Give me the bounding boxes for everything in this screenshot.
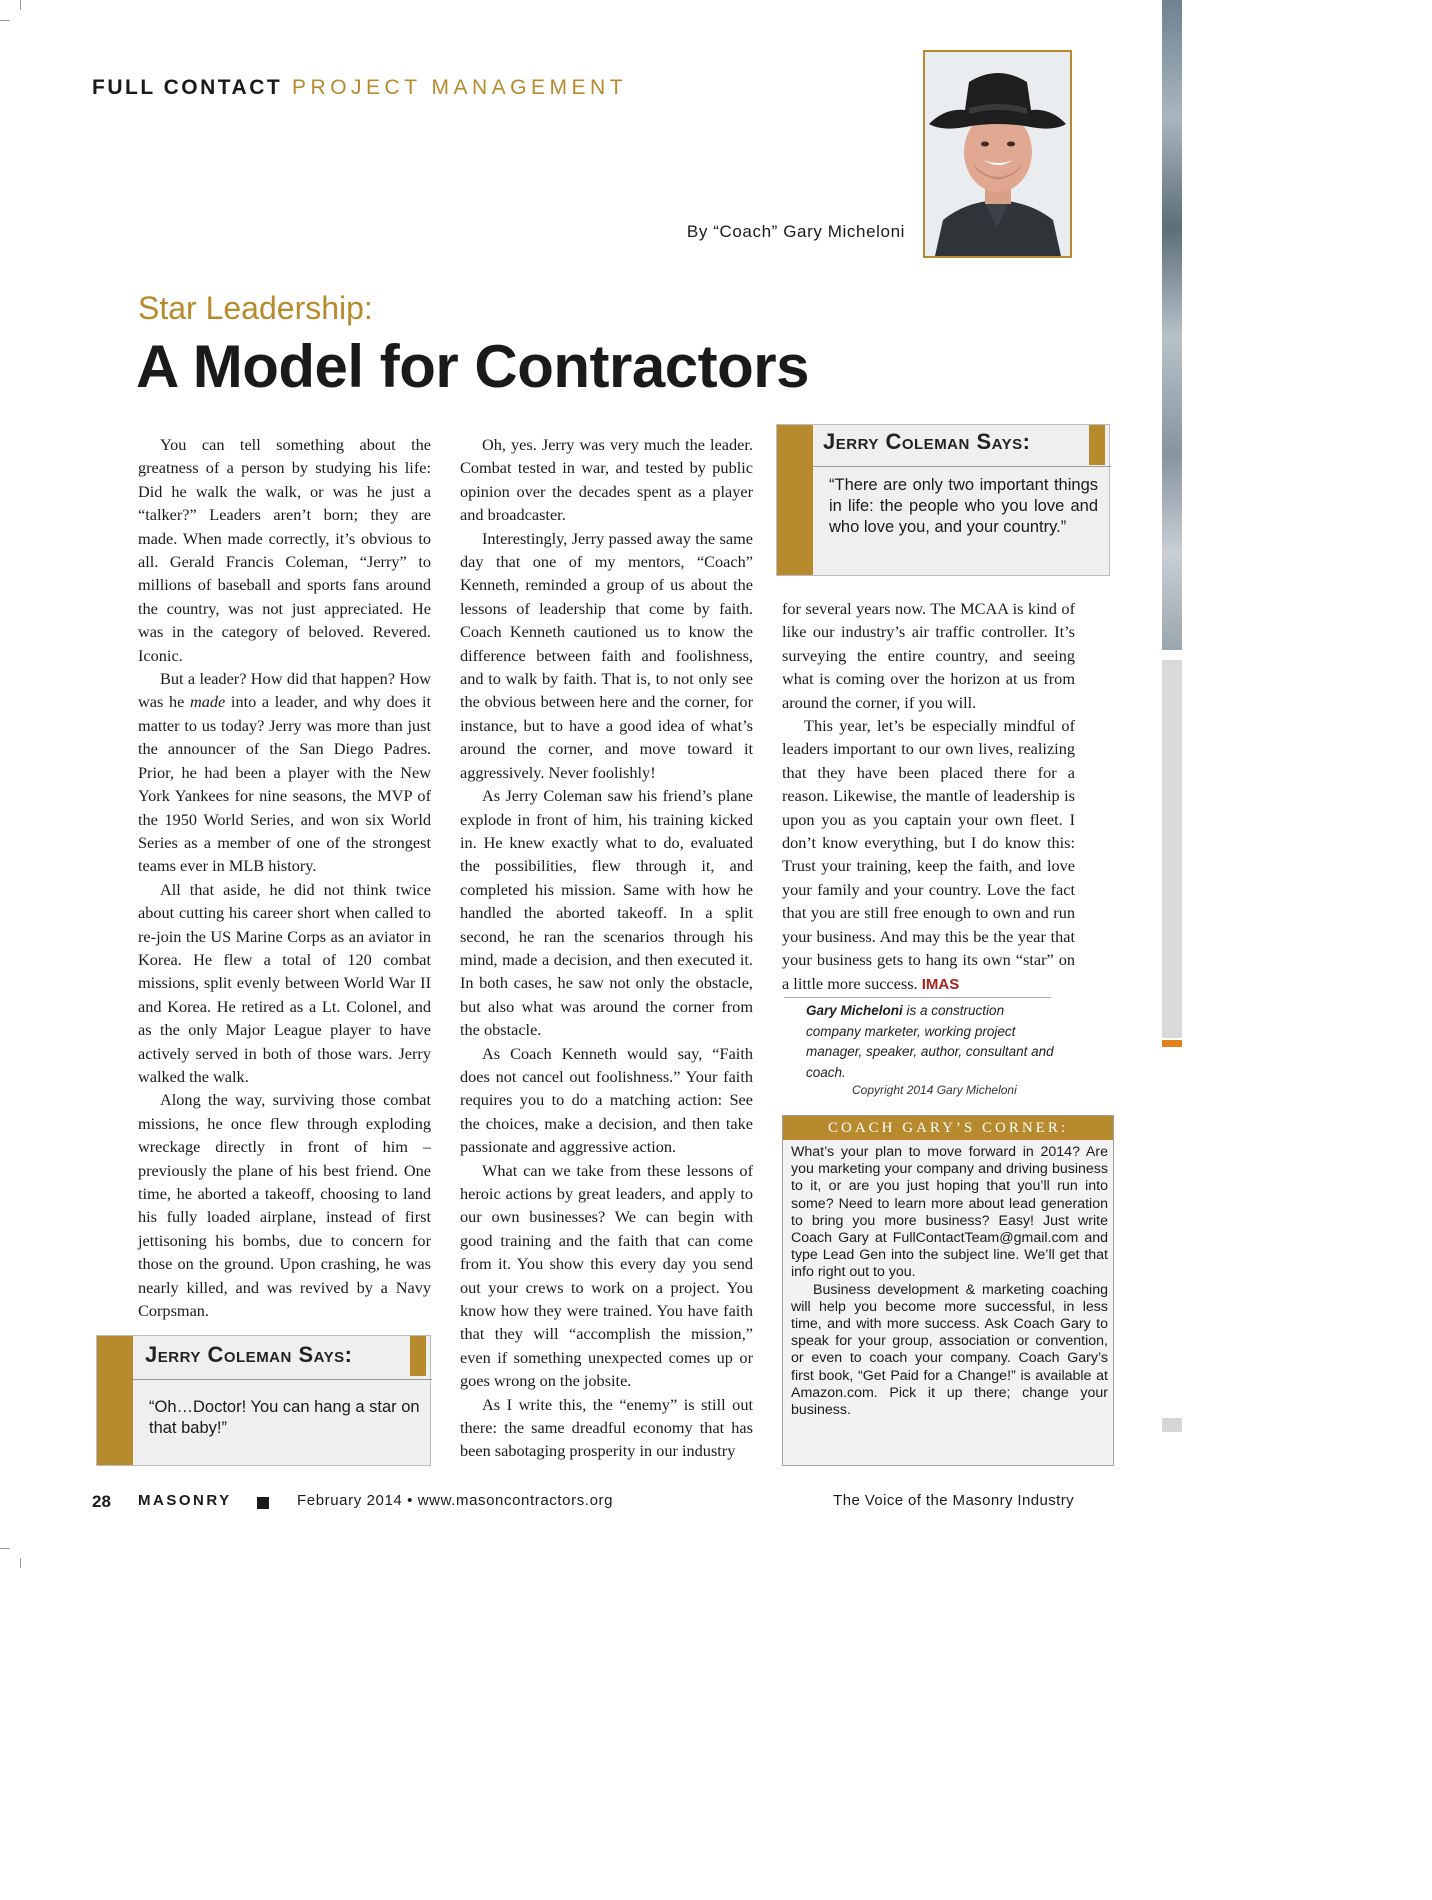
bio-name: Gary Micheloni — [806, 1003, 903, 1018]
article-paragraph: As I write this, the “enemy” is still out there: the same dreadful economy that has been sabotaging prosperity in our industry — [460, 1394, 753, 1461]
corner-paragraph: What’s your plan to move forward in 2014? Are you marketing your company and driving business to it, or are you just hoping that you’ll run into some? Need to learn more about lead generation to bring you more business? Easy! Just write Coach Gary at FullContactTeam@gmail.com and type Lead Gen into the subject line. We’ll get that info right out to you. — [791, 1144, 1108, 1281]
article-paragraph: This year, let’s be especially mindful of leaders important to our own lives, realizing that they have been placed there for a reason. Likewise, the mantle of leadership is upon you as you captain your own fleet. I don’t know everything, but I do know this: Trust your training, keep the faith, and love your family and your country. Love the fact that you are still free enough to own and run your business. And may this be the year that your business gets to hang its own “star” on a little more success. IMAS — [782, 716, 1075, 993]
article-column-2 — [460, 433, 753, 1463]
article-column-3 — [782, 597, 1075, 996]
article-paragraph: All that aside, he did not think twice about cutting his career short when called to re-join the US Marine Corps as an aviator in Korea. He flew a total of 120 combat missions, split evenly between World War II and Korea. He retired as a Lt. Colonel, and as the only Major League player to have actively served in both of those wars. Jerry walked the walk. — [138, 879, 431, 1086]
article-paragraph: As Coach Kenneth would say, “Faith does not cancel out foolishness.” Your faith requires you to do a matching action: See the choices, make a decision, and then take passionate and aggressive action. — [460, 1043, 753, 1157]
quote-title: Jerry Coleman Says: — [823, 429, 1031, 454]
quote-divider — [133, 1379, 432, 1380]
article-subtitle: Star Leadership: — [138, 290, 373, 326]
article-column-1 — [138, 433, 431, 1322]
article-paragraph: Interestingly, Jerry passed away the same day that one of my mentors, “Coach” Kenneth, reminded a group of us about the lessons of leadership that come by faith. Coach Kenneth cautioned us to know the difference between faith and foolishness, and to walk by faith. That is, to not only see the obvious between here and the corner, for instance, but to have a good idea of what’s around the corner, and move toward it aggressively. Never foolishly! — [460, 528, 753, 782]
crop-mark — [0, 20, 10, 21]
page-edge-photo-strip — [1162, 0, 1182, 650]
article-paragraph: What can we take from these lessons of heroic actions by great leaders, and apply to our own businesses? We can begin with good training and the faith that can come from it. You show this every day you send out your crews to work on a project. You know how they were trained. You have faith that they will “accomplish the mission,” even if something unexpected comes up or goes wrong on the jobsite. — [460, 1160, 753, 1391]
article-paragraph: for several years now. The MCAA is kind of like our industry’s air traffic controller. It’s surveying the entire country, and seeing what is coming over the horizon at us from around the corner, if you will. — [782, 599, 1075, 712]
article-paragraph: As Jerry Coleman saw his friend’s plane explode in front of him, his training kicked in. He knew exactly what to do, evaluated the possibilities, flew through it, and completed his mission. Same with how he handled the aborted takeoff. In a split second, he ran the scenarios through his mind, made a decision, and then executed it. In both cases, he saw not only the obstacle, but also what was around the corner from the obstacle. — [460, 786, 753, 1040]
pull-quote-box — [776, 424, 1110, 576]
quote-text: “There are only two important things in life: the people who you love and who love you, and your country.” — [829, 476, 1098, 536]
author-byline: By “Coach” Gary Micheloni — [686, 222, 905, 241]
end-mark-logo: IMAS — [921, 975, 960, 993]
author-bio: Gary Micheloni is a construction company marketer, working project manager, speaker, author, consultant and coach. — [806, 1003, 1054, 1080]
magazine-name: MASONRY — [138, 1492, 232, 1509]
author-photo — [923, 50, 1072, 258]
article-paragraph: Oh, yes. Jerry was very much the leader. Combat tested in war, and tested by public opinion over the decades spent as a player and broadcaster. — [460, 435, 753, 525]
author-portrait-illustration — [925, 52, 1070, 256]
corner-body — [791, 1144, 1108, 1419]
magazine-tagline: The Voice of the Masonry Industry — [833, 1492, 1074, 1509]
article-title: A Model for Contractors — [136, 333, 809, 400]
page-edge-orange-tab — [1162, 1040, 1182, 1047]
quote-title: Jerry Coleman Says: — [145, 1342, 353, 1367]
issue-date-and-url: February 2014 • www.masoncontractors.org — [297, 1492, 614, 1509]
article-paragraph: Along the way, surviving those combat missions, he once flew through exploding wreckage directly in front of him – previously the plane of his best friend. One time, he aborted a takeoff, choosing to land his fully loaded airplane, instead of first jettisoning his bombs, due to concern for those on the ground. Upon crashing, he was nearly killed, and was revived by a Navy Corpsman. — [138, 1090, 431, 1321]
bio-divider — [784, 997, 1051, 998]
masthead-light: PROJECT MANAGEMENT — [292, 76, 628, 99]
quote-accent-tab — [410, 1336, 426, 1376]
quote-text: “Oh…Doctor! You can hang a star on that baby!” — [149, 1398, 420, 1437]
page-number: 28 — [92, 1492, 111, 1511]
page-edge-gray-marker — [1162, 1418, 1182, 1432]
quote-accent-bar — [777, 425, 813, 575]
copyright-notice: Copyright 2014 Gary Micheloni — [852, 1083, 1017, 1097]
quote-accent-tab — [1089, 425, 1105, 465]
section-masthead — [92, 76, 627, 100]
coach-gary-corner-box — [782, 1115, 1114, 1466]
crop-mark — [20, 0, 21, 10]
article-paragraph: But a leader? How did that happen? How was he made into a leader, and why does it matter to us today? Jerry was more than just the announcer of the San Diego Padres. Prior, he had been a player with the New York Yankees for nine seasons, the MVP of the 1950 World Series, and won six World Series as a member of one of the strongest teams ever in MLB history. — [138, 669, 432, 876]
corner-paragraph: Business development & marketing coaching will help you become more successful, in less time, and with more success. Ask Coach Gary to speak for your group, association or convention, or even to coach your company. Coach Gary’s first book, “Get Paid for a Change!” is available at Amazon.com. Pick it up there; change your business. — [791, 1281, 1108, 1419]
crop-mark — [20, 1558, 21, 1568]
crop-mark — [0, 1548, 10, 1549]
masthead-bold: FULL CONTACT — [92, 76, 283, 99]
footer-square-icon — [257, 1497, 269, 1509]
quote-divider — [813, 466, 1111, 467]
pull-quote-box — [96, 1335, 431, 1466]
article-paragraph: You can tell something about the greatness of a person by studying his life: Did he walk the walk, or was he just a “talker?” Leaders aren’t born; they are made. When made correctly, it’s obvious to all. Gerald Francis Coleman, “Jerry” to millions of baseball and sports fans around the country, was not just appreciated. He was in the category of beloved. Revered. Iconic. — [138, 435, 431, 665]
corner-title: COACH GARY’S CORNER: — [783, 1116, 1113, 1140]
quote-accent-bar — [97, 1336, 133, 1465]
page-edge-gray-tab — [1162, 660, 1182, 1038]
